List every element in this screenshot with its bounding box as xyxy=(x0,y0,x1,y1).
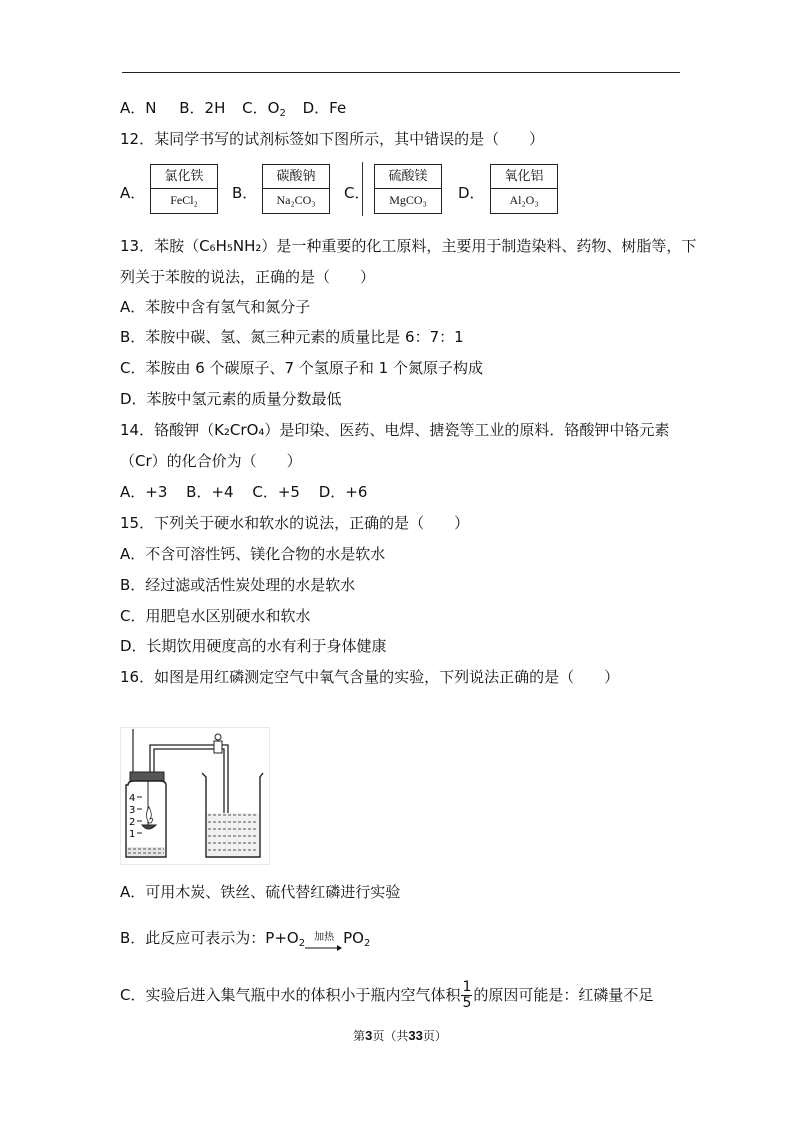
reagent-formula: Na₂CO₃ xyxy=(276,193,316,207)
reagent-name: 硫酸镁 xyxy=(375,165,441,189)
q16-stem: 16．如图是用红磷测定空气中氧气含量的实验，下列说法正确的是（ ） xyxy=(120,668,620,686)
reagent-formula: MgCO₃ xyxy=(389,193,427,207)
q13-stem-line1: 13．苯胺（C₆H₅NH₂）是一种重要的化工原料，主要用于制造染料、药物、树脂等，下 xyxy=(120,237,697,255)
page-footer: 第3页（共33页） xyxy=(353,1028,447,1043)
q14-options xyxy=(120,482,367,502)
q15-stem: 15．下列关于硬水和软水的说法，正确的是（ ） xyxy=(120,514,470,532)
reagent-formula: Al₂O₃ xyxy=(509,193,539,207)
clamp-icon xyxy=(215,734,221,740)
scale-mark-3: 3 xyxy=(129,805,136,816)
q15-option-c: C．用肥皂水区别硬水和软水 xyxy=(120,607,311,625)
label-letter-a: A． xyxy=(120,184,146,202)
q13-option-c: C．苯胺由 6 个碳原子、7 个氢原子和 1 个氮原子构成 xyxy=(120,359,483,377)
beaker-water xyxy=(207,813,259,856)
q11-option-a: A．N xyxy=(120,99,157,117)
reaction-arrow xyxy=(305,934,343,954)
label-letter-c: C． xyxy=(344,184,370,202)
q14-option-c: C．+5 xyxy=(252,483,300,501)
reagent-label-c xyxy=(374,164,442,214)
page-number: 3 xyxy=(365,1028,373,1043)
q16-option-a: A．可用木炭、铁丝、硫代替红磷进行实验 xyxy=(120,883,401,901)
q13-option-a: A．苯胺中含有氢气和氮分子 xyxy=(120,298,311,316)
q13-option-b: B．苯胺中碳、氢、氮三种元素的质量比是 6：7：1 xyxy=(120,328,464,346)
reagent-name: 碳酸钠 xyxy=(263,165,329,189)
q15-option-d: D．长期饮用硬度高的水有利于身体健康 xyxy=(120,637,387,655)
q11-option-c: C．$O_2$ xyxy=(242,99,286,119)
reagent-name: 氧化铝 xyxy=(491,165,557,189)
q15-option-b: B．经过滤或活性炭处理的水是软水 xyxy=(120,576,356,594)
label-letter-b: B． xyxy=(232,184,258,202)
reaction-condition: 加热 xyxy=(314,932,335,943)
q11-option-d: D．Fe xyxy=(302,99,347,117)
q16-option-c: C．实验后进入集气瓶中水的体积小于瓶内空气体积 $\frac{1}{5}$ 的原因可能是：红磷量不足 xyxy=(120,979,654,1011)
rubber-stopper xyxy=(130,772,164,781)
q15-option-a: A．不含可溶性钙、镁化合物的水是软水 xyxy=(120,545,386,563)
q13-option-d: D．苯胺中氢元素的质量分数最低 xyxy=(120,390,342,408)
q13-stem-line2: 列关于苯胺的说法，正确的是（ ） xyxy=(120,268,376,286)
q12-stem: 12．某同学书写的试剂标签如下图所示，其中错误的是（ ） xyxy=(120,130,545,148)
jar-water xyxy=(127,847,165,856)
red-phosphorus-apparatus-figure xyxy=(120,727,270,865)
fraction-one-fifth: $\frac{1}{5}$ xyxy=(462,979,472,1011)
reagent-formula: FeCl₂ xyxy=(170,193,198,207)
q14-stem-line1: 14．铬酸钾（K₂CrO₄）是印染、医药、电焊、搪瓷等工业的原料．铬酸钾中铬元素 xyxy=(120,421,670,439)
reagent-label-a xyxy=(150,164,218,214)
q14-option-d: D．+6 xyxy=(318,483,368,501)
q14-stem-line2: （Cr）的化合价为（ ） xyxy=(120,452,302,470)
q11-options xyxy=(120,98,346,124)
label-letter-d: D． xyxy=(458,184,485,202)
apparatus-diagram xyxy=(120,727,270,865)
reagent-label-b xyxy=(262,164,330,214)
scale-mark-2: 2 xyxy=(129,817,136,828)
reagent-label-d xyxy=(490,164,558,214)
q14-option-a: A．+3 xyxy=(120,483,168,501)
reagent-name: 氯化铁 xyxy=(151,165,217,189)
scale-mark-4: 4 xyxy=(129,793,136,804)
q16-option-b: B．此反应可表示为：$P+O_2$ 加热 $PO_2$ xyxy=(120,928,370,954)
page-total: 33 xyxy=(408,1028,423,1043)
q11-option-b: B．2H xyxy=(179,99,226,117)
header-rule xyxy=(122,72,680,73)
scale-mark-1: 1 xyxy=(129,829,136,840)
q12-reagent-labels xyxy=(120,162,560,216)
q14-option-b: B．+4 xyxy=(186,483,234,501)
